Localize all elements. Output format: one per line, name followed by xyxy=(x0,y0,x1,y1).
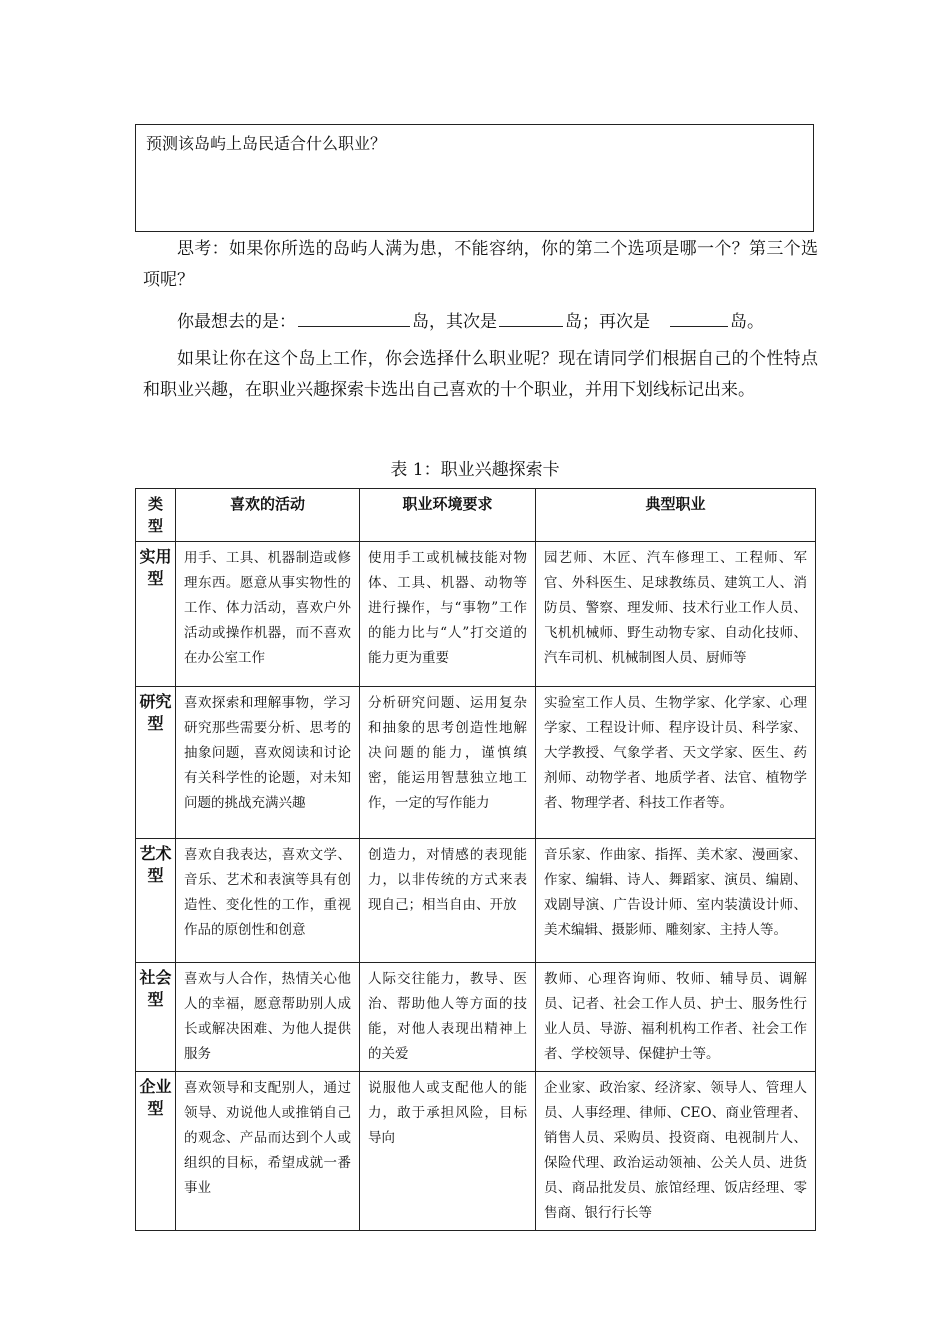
environment-cell: 创造力，对情感的表现能力，以非传统的方式来表现自己；相当自由、开放 xyxy=(360,839,536,963)
island-choice-line xyxy=(143,307,818,338)
careers-cell: 企业家、政治家、经济家、领导人、管理人员、人事经理、律师、CEO、商业管理者、销售人员、采购员、投资商、电视制片人、保险代理、政治运动领袖、公关人员、进货员、商品批发员、旅馆经理、饭店经理、零售商、银行行长等 xyxy=(536,1072,816,1231)
type-cell: 艺术型 xyxy=(136,839,176,963)
activities-cell: 喜欢自我表达，喜欢文学、音乐、艺术和表演等具有创造性、变化性的工作，重视作品的原创性和创意 xyxy=(176,839,360,963)
careers-cell: 实验室工作人员、生物学家、化学家、心理学家、工程设计师、程序设计员、科学家、大学教授、气象学者、天文学家、医生、药剂师、动物学者、地质学者、法官、植物学者、物理学者、科技工作者等。 xyxy=(536,687,816,839)
environment-cell: 说服他人或支配他人的能力，敢于承担风险，目标导向 xyxy=(360,1072,536,1231)
table-row xyxy=(136,687,816,839)
table-row xyxy=(136,542,816,687)
type-cell: 研究型 xyxy=(136,687,176,839)
choice-label-4: 岛。 xyxy=(730,312,764,332)
environment-cell: 人际交往能力，教导、医治、帮助他人等方面的技能，对他人表现出精神上的关爱 xyxy=(360,963,536,1072)
choice-label-3: 岛；再次是 xyxy=(565,312,650,332)
choice-label-1: 你最想去的是： xyxy=(177,312,296,332)
activities-cell: 用手、工具、机器制造或修理东西。愿意从事实物性的工作、体力活动，喜欢户外活动或操作机器，而不喜欢在办公室工作 xyxy=(176,542,360,687)
career-interest-table xyxy=(135,488,816,1231)
first-choice-blank[interactable] xyxy=(298,309,410,327)
think-paragraph: 思考：如果你所选的岛屿人满为患，不能容纳，你的第二个选项是哪一个？第三个选项呢？ xyxy=(143,239,818,290)
header-activities: 喜欢的活动 xyxy=(176,489,360,542)
prediction-question: 预测该岛屿上岛民适合什么职业？ xyxy=(146,134,387,153)
type-cell: 社会型 xyxy=(136,963,176,1072)
careers-cell: 音乐家、作曲家、指挥、美术家、漫画家、作家、编辑、诗人、舞蹈家、演员、编剧、戏剧导演、广告设计师、室内装潢设计师、美术编辑、摄影师、雕刻家、主持人等。 xyxy=(536,839,816,963)
header-careers: 典型职业 xyxy=(536,489,816,542)
instruction-paragraph: 如果让你在这个岛上工作，你会选择什么职业呢？现在请同学们根据自己的个性特点和职业兴趣，在职业兴趣探索卡选出自己喜欢的十个职业，并用下划线标记出来。 xyxy=(143,349,818,400)
header-type: 类型 xyxy=(136,489,176,542)
table-row xyxy=(136,1072,816,1231)
type-cell: 企业型 xyxy=(136,1072,176,1231)
table-caption: 表 1：职业兴趣探索卡 xyxy=(390,460,560,480)
header-environment: 职业环境要求 xyxy=(360,489,536,542)
table-row xyxy=(136,839,816,963)
table-header-row xyxy=(136,489,816,542)
activities-cell: 喜欢领导和支配别人，通过领导、劝说他人或推销自己的观念、产品而达到个人或组织的目标，希望成就一番事业 xyxy=(176,1072,360,1231)
environment-cell: 分析研究问题、运用复杂和抽象的思考创造性地解决问题的能力，谨慎缜密，能运用智慧独立地工作，一定的写作能力 xyxy=(360,687,536,839)
second-choice-blank[interactable] xyxy=(499,309,563,327)
environment-cell: 使用手工或机械技能对物体、工具、机器、动物等进行操作，与“事物”工作的能力比与“人”打交道的能力更为重要 xyxy=(360,542,536,687)
careers-cell: 教师、心理咨询师、牧师、辅导员、调解员、记者、社会工作人员、护士、服务性行业人员、导游、福利机构工作者、社会工作者、学校领导、保健护士等。 xyxy=(536,963,816,1072)
third-choice-blank[interactable] xyxy=(670,309,728,327)
careers-cell: 园艺师、木匠、汽车修理工、工程师、军官、外科医生、足球教练员、建筑工人、消防员、警察、理发师、技术行业工作人员、飞机机械师、野生动物专家、自动化技师、汽车司机、机械制图人员、厨师等 xyxy=(536,542,816,687)
activities-cell: 喜欢与人合作，热情关心他人的幸福，愿意帮助别人成长或解决困难、为他人提供服务 xyxy=(176,963,360,1072)
table-row xyxy=(136,963,816,1072)
type-cell: 实用型 xyxy=(136,542,176,687)
prediction-box xyxy=(135,124,814,232)
activities-cell: 喜欢探索和理解事物，学习研究那些需要分析、思考的抽象问题，喜欢阅读和讨论有关科学性的论题，对未知问题的挑战充满兴趣 xyxy=(176,687,360,839)
choice-label-2: 岛，其次是 xyxy=(412,312,497,332)
